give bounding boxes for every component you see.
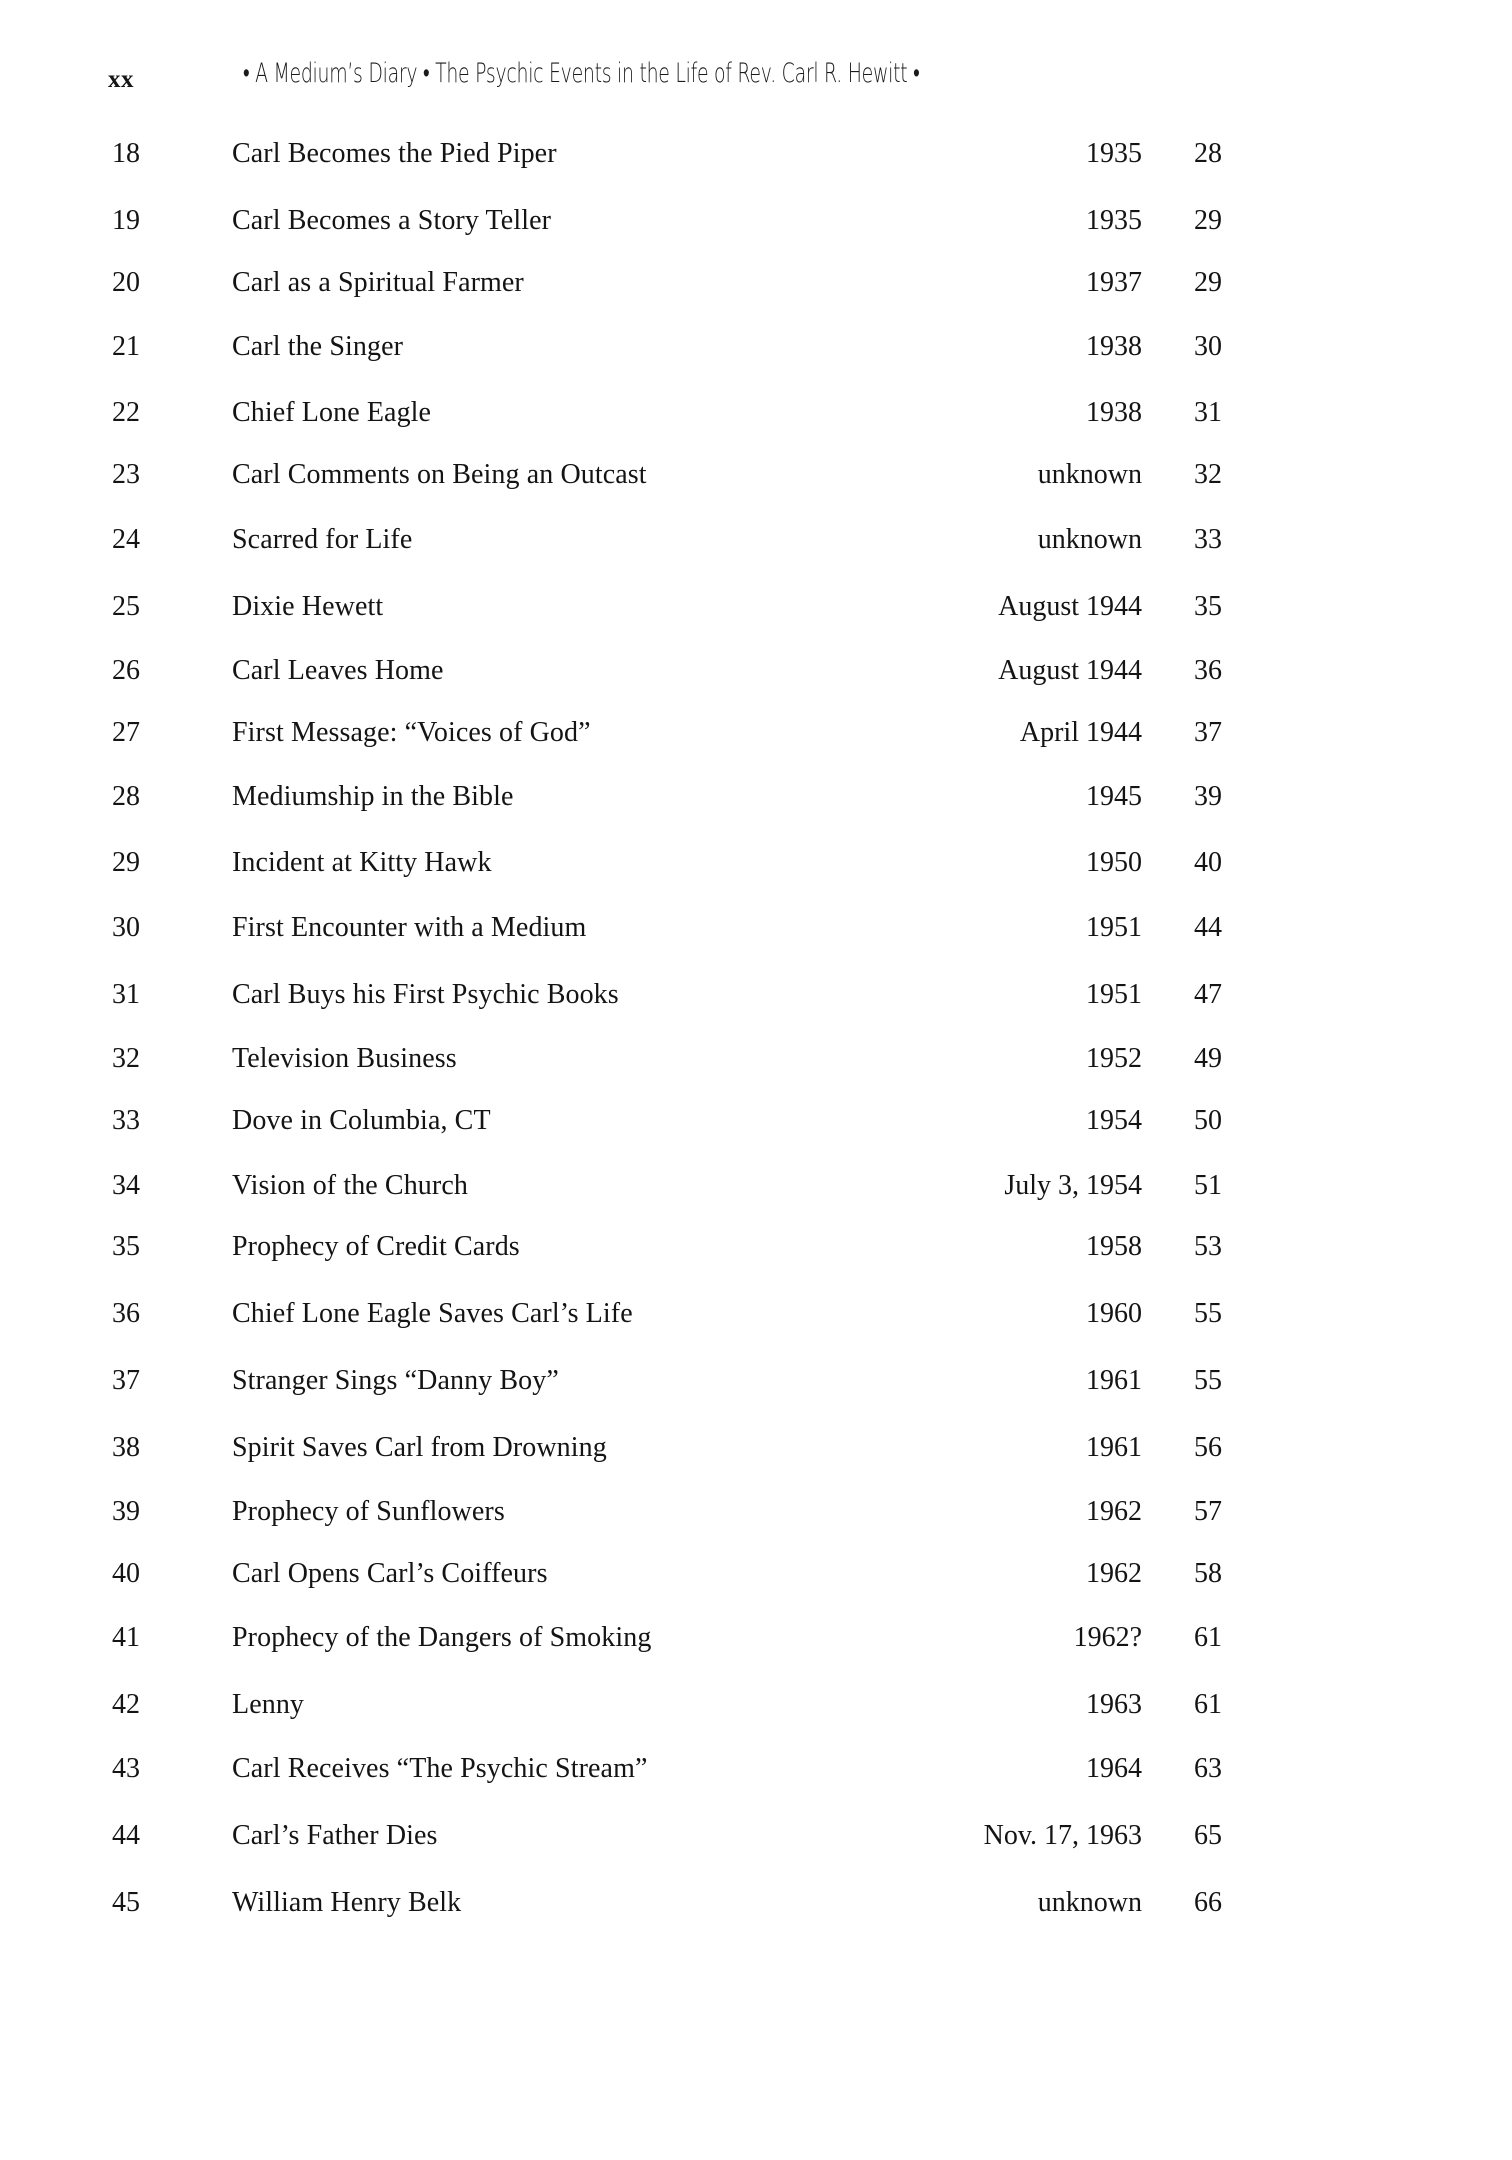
entry-title: Dixie Hewett: [232, 591, 384, 623]
entry-page-number: 28: [1194, 138, 1222, 169]
entry-page-number: 29: [1194, 205, 1222, 237]
entry-number: 23: [112, 459, 140, 491]
entry-title: Vision of the Church: [232, 1169, 468, 1201]
entry-page-number: 37: [1194, 716, 1222, 748]
table-row: [0, 716, 1512, 783]
entry-title: Incident at Kitty Hawk: [232, 847, 492, 879]
entry-date: August 1944: [998, 655, 1142, 687]
entry-date: 1962?: [1073, 1621, 1142, 1653]
entry-page-number: 53: [1194, 1231, 1222, 1263]
entry-title: Carl Buys his First Psychic Books: [232, 978, 619, 1010]
entry-number: 42: [112, 1689, 140, 1721]
entry-title: William Henry Belk: [232, 1887, 462, 1919]
table-row: [0, 207, 1512, 271]
entry-number: 45: [112, 1887, 140, 1919]
entry-title: Carl Comments on Being an Outcast: [232, 459, 647, 491]
table-row: [0, 330, 1512, 397]
entry-number: 19: [112, 205, 140, 237]
entry-date: 1951: [1086, 911, 1142, 943]
table-row: [0, 911, 1512, 978]
entry-title: Chief Lone Eagle Saves Carl’s Life: [232, 1298, 633, 1330]
page-folio: xx: [108, 66, 134, 93]
entry-date: unknown: [1037, 459, 1142, 491]
table-row: [0, 399, 1512, 463]
entry-page-number: 39: [1194, 780, 1222, 812]
table-row: [0, 266, 1512, 333]
entry-number: 32: [112, 1043, 140, 1075]
entry-date: April 1944: [1019, 716, 1142, 748]
table-row: [0, 140, 1512, 204]
entry-page-number: 56: [1194, 1431, 1222, 1463]
table-row: [0, 461, 1512, 525]
entry-date: 1962: [1086, 1496, 1142, 1528]
table-row: [0, 523, 1512, 590]
entry-title: Scarred for Life: [232, 523, 413, 555]
entry-date: July 3, 1954: [1004, 1169, 1142, 1201]
entry-page-number: 40: [1194, 847, 1222, 879]
entry-number: 28: [112, 780, 140, 812]
entry-page-number: 44: [1194, 911, 1222, 943]
table-row: [0, 1557, 1512, 1624]
entry-page-number: 51: [1194, 1169, 1222, 1201]
entry-date: 1954: [1086, 1105, 1142, 1137]
entry-number: 25: [112, 591, 140, 623]
entry-page-number: 55: [1194, 1364, 1222, 1396]
entry-page-number: 58: [1194, 1557, 1222, 1589]
entry-page-number: 63: [1194, 1753, 1222, 1785]
entry-title: Mediumship in the Bible: [232, 780, 514, 812]
entry-title: Carl as a Spiritual Farmer: [232, 266, 524, 298]
entry-date: 1961: [1086, 1364, 1142, 1396]
entry-number: 30: [112, 911, 140, 943]
entry-date: 1937: [1086, 266, 1142, 298]
entry-number: 27: [112, 716, 140, 748]
running-header: [0, 58, 1512, 104]
table-row: [0, 657, 1512, 721]
entry-date: 1935: [1086, 205, 1142, 237]
entry-page-number: 32: [1194, 459, 1222, 491]
entry-title: Carl Receives “The Psychic Stream”: [232, 1753, 648, 1785]
entry-title: Prophecy of Sunflowers: [232, 1496, 505, 1528]
entry-date: 1938: [1086, 397, 1142, 429]
entry-number: 29: [112, 847, 140, 879]
entry-date: 1951: [1086, 978, 1142, 1010]
table-row: [0, 1431, 1512, 1498]
table-row: [0, 1045, 1512, 1109]
entry-number: 18: [112, 138, 140, 169]
table-row: [0, 1233, 1512, 1297]
table-row: [0, 1169, 1512, 1236]
entry-number: 38: [112, 1431, 140, 1463]
entry-date: 1945: [1086, 780, 1142, 812]
entry-date: 1962: [1086, 1557, 1142, 1589]
entry-title: Carl Becomes the Pied Piper: [232, 138, 557, 169]
entry-title: Carl Leaves Home: [232, 655, 444, 687]
entry-title: Dove in Columbia, CT: [232, 1105, 491, 1137]
entry-page-number: 66: [1194, 1887, 1222, 1919]
entry-date: Nov. 17, 1963: [983, 1819, 1142, 1851]
entry-date: 1952: [1086, 1043, 1142, 1075]
entry-number: 35: [112, 1231, 140, 1263]
entry-date: 1958: [1086, 1231, 1142, 1263]
table-row: [0, 1755, 1512, 1819]
entry-date: 1950: [1086, 847, 1142, 879]
entry-page-number: 29: [1194, 266, 1222, 298]
table-row: [0, 780, 1512, 847]
table-row: [0, 1819, 1512, 1886]
entry-date: 1938: [1086, 330, 1142, 362]
entry-number: 22: [112, 397, 140, 429]
entry-number: 41: [112, 1621, 140, 1653]
entry-title: Carl Opens Carl’s Coiffeurs: [232, 1557, 548, 1589]
entry-title: First Message: “Voices of God”: [232, 716, 591, 748]
entry-date: 1964: [1086, 1753, 1142, 1785]
entry-page-number: 47: [1194, 978, 1222, 1010]
entry-page-number: 31: [1194, 397, 1222, 429]
table-row: [0, 1889, 1512, 1953]
entry-title: First Encounter with a Medium: [232, 911, 587, 943]
entry-title: Carl’s Father Dies: [232, 1819, 438, 1851]
entry-number: 31: [112, 978, 140, 1010]
entry-page-number: 30: [1194, 330, 1222, 362]
table-row: [0, 1691, 1512, 1755]
entry-date: 1961: [1086, 1431, 1142, 1463]
table-row: [0, 1364, 1512, 1431]
entry-date: 1963: [1086, 1689, 1142, 1721]
entry-title: Prophecy of the Dangers of Smoking: [232, 1621, 652, 1653]
entry-date: August 1944: [998, 591, 1142, 623]
entry-number: 34: [112, 1169, 140, 1201]
entry-number: 39: [112, 1496, 140, 1528]
entry-page-number: 35: [1194, 591, 1222, 623]
entry-date: unknown: [1037, 1887, 1142, 1919]
entry-number: 40: [112, 1557, 140, 1589]
entry-number: 21: [112, 330, 140, 362]
entry-title: Television Business: [232, 1043, 457, 1075]
entry-date: 1960: [1086, 1298, 1142, 1330]
entry-page-number: 57: [1194, 1496, 1222, 1528]
table-row: [0, 1107, 1512, 1171]
table-row: [0, 1621, 1512, 1688]
entry-number: 43: [112, 1753, 140, 1785]
entry-page-number: 65: [1194, 1819, 1222, 1851]
entry-number: 44: [112, 1819, 140, 1851]
entry-title: Carl the Singer: [232, 330, 404, 362]
entry-title: Spirit Saves Carl from Drowning: [232, 1431, 607, 1463]
entry-title: Lenny: [232, 1689, 305, 1721]
entry-title: Prophecy of Credit Cards: [232, 1231, 520, 1263]
entry-number: 33: [112, 1105, 140, 1137]
table-row: [0, 849, 1512, 913]
table-row: [0, 593, 1512, 657]
entry-date: unknown: [1037, 523, 1142, 555]
table-row: [0, 1300, 1512, 1364]
running-head-title: • A Medium’s Diary • The Psychic Events in the Life of Rev. Carl R. Hewitt •: [243, 58, 920, 89]
entry-page-number: 36: [1194, 655, 1222, 687]
entry-page-number: 61: [1194, 1689, 1222, 1721]
entry-page-number: 55: [1194, 1298, 1222, 1330]
table-of-contents: [0, 140, 1512, 1953]
entry-title: Chief Lone Eagle: [232, 397, 432, 429]
entry-page-number: 33: [1194, 523, 1222, 555]
entry-page-number: 61: [1194, 1621, 1222, 1653]
entry-page-number: 50: [1194, 1105, 1222, 1137]
entry-number: 36: [112, 1298, 140, 1330]
entry-title: Stranger Sings “Danny Boy”: [232, 1364, 559, 1396]
entry-number: 20: [112, 266, 140, 298]
entry-date: 1935: [1086, 138, 1142, 169]
entry-number: 26: [112, 655, 140, 687]
entry-number: 37: [112, 1364, 140, 1396]
table-row: [0, 1498, 1512, 1562]
entry-title: Carl Becomes a Story Teller: [232, 205, 552, 237]
entry-page-number: 49: [1194, 1043, 1222, 1075]
entry-number: 24: [112, 523, 140, 555]
table-row: [0, 978, 1512, 1045]
